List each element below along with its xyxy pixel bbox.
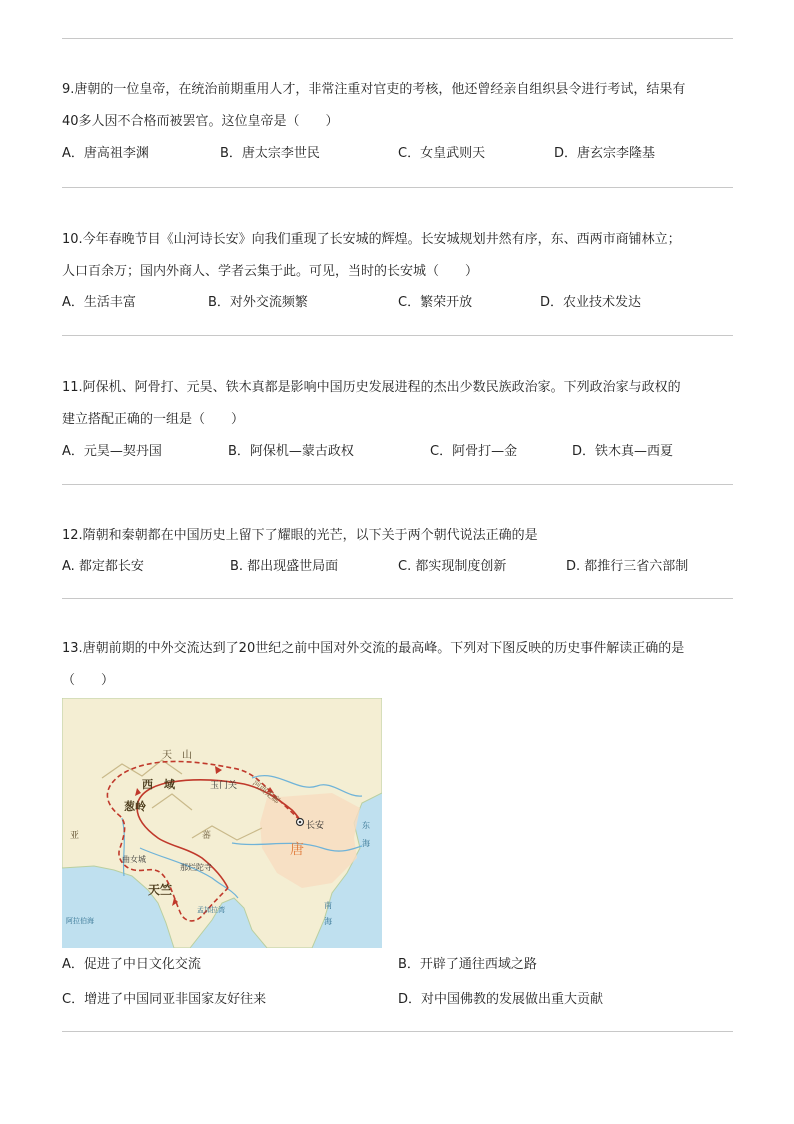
option-d[interactable]: D．对中国佛教的发展做出重大贡献 [398, 992, 604, 1007]
option-a[interactable]: A. 都定都长安 [62, 559, 144, 574]
option-d[interactable]: D．农业技术发达 [540, 295, 642, 310]
question-13-text-line1: 13.唐朝前期的中外交流达到了20世纪之前中国对外交流的最高峰。下列对下图反映的历史事件解读正确的是 [62, 641, 685, 656]
question-13-options-row1 [62, 952, 734, 978]
divider [62, 38, 733, 39]
question-11-options [62, 439, 734, 465]
option-d[interactable]: D. 都推行三省六部制 [566, 559, 689, 574]
map-label-alabo: 阿拉伯海 [66, 917, 94, 925]
question-10 [62, 224, 734, 288]
divider [62, 1031, 733, 1032]
option-d[interactable]: D．铁木真—西夏 [572, 444, 674, 459]
map-label-tianshan: 天 山 [162, 750, 192, 761]
map-label-east-sea: 东 [362, 821, 370, 830]
option-a[interactable]: A．唐高祖李渊 [62, 146, 149, 161]
option-a[interactable]: A．促进了中日文化交流 [62, 957, 201, 972]
option-c[interactable]: C．阿骨打—金 [430, 444, 518, 459]
map-label-ya: 亚 [70, 831, 80, 841]
option-b[interactable]: B. 都出现盛世局面 [230, 559, 339, 574]
map-label-congling: 葱岭 [124, 800, 146, 813]
divider [62, 484, 733, 485]
question-9-text-line2: 40多人因不合格而被罢官。这位皇帝是（ ） [62, 114, 339, 129]
map-label-hexi: 河西走廊 [250, 778, 282, 806]
map-label-south-sea-2: 海 [324, 917, 332, 926]
option-b[interactable]: B．对外交流频繁 [208, 295, 308, 310]
option-c[interactable]: C．女皇武则天 [398, 146, 486, 161]
option-c[interactable]: C．繁荣开放 [398, 295, 473, 310]
option-b[interactable]: B．开辟了通往西域之路 [398, 957, 537, 972]
map-label-tang: 唐 [290, 842, 304, 858]
question-10-options [62, 290, 734, 316]
option-d[interactable]: D．唐玄宗李隆基 [554, 146, 656, 161]
question-10-text-line1: 10.今年春晚节目《山河诗长安》向我们重现了长安城的辉煌。长安城规划井然有序，东、西两市商铺林立； [62, 232, 681, 247]
map-label-changan: 长安 [306, 821, 325, 831]
question-13-text-line2: （ ） [62, 673, 115, 688]
tang-xuanzang-route-map [62, 698, 382, 948]
map-label-south-sea: 南 [324, 901, 332, 910]
question-11 [62, 372, 734, 436]
map-label-xiyu: 西 域 [142, 778, 175, 791]
question-12-options [62, 554, 734, 580]
map-label-quniu: 曲女城 [122, 855, 146, 864]
option-a[interactable]: A．生活丰富 [62, 295, 136, 310]
question-11-text-line1: 11.阿保机、阿骨打、元昊、铁木真都是影响中国历史发展进程的杰出少数民族政治家。下列政治家与政权的 [62, 380, 681, 395]
question-12 [62, 520, 734, 552]
map-label-yumenguan: 玉门关 [210, 781, 238, 791]
divider [62, 187, 733, 188]
map-label-nalantuo: 那烂陀寺 [180, 863, 212, 872]
map-label-tianzhu: 天竺 [148, 883, 173, 897]
map-label-mengjiala: 孟加拉湾 [197, 906, 225, 914]
question-12-text-line1: 12.隋朝和秦朝都在中国历史上留下了耀眼的光芒，以下关于两个朝代说法正确的是 [62, 528, 538, 543]
option-b[interactable]: B．唐太宗李世民 [220, 146, 320, 161]
divider [62, 335, 733, 336]
map-label-tubo: 蕃 [202, 831, 212, 841]
question-13 [62, 633, 734, 697]
question-9 [62, 74, 734, 138]
divider [62, 598, 733, 599]
option-c[interactable]: C．增进了中国同亚非国家友好往来 [62, 992, 267, 1007]
option-c[interactable]: C. 都实现制度创新 [398, 559, 507, 574]
question-9-text-line1: 9.唐朝的一位皇帝，在统治前期重用人才，非常注重对官吏的考核，他还曾经亲自组织县令进行考试，结果有 [62, 82, 686, 97]
option-a[interactable]: A．元昊—契丹国 [62, 444, 162, 459]
question-11-text-line2: 建立搭配正确的一组是（ ） [62, 412, 245, 427]
question-13-options-row2 [62, 987, 734, 1013]
map-label-east-sea-2: 海 [362, 839, 370, 848]
question-10-text-line2: 人口百余万；国内外商人、学者云集于此。可见，当时的长安城（ ） [62, 264, 479, 279]
option-b[interactable]: B．阿保机—蒙古政权 [228, 444, 354, 459]
question-9-options [62, 141, 734, 167]
map-changan-marker-center [299, 821, 302, 824]
